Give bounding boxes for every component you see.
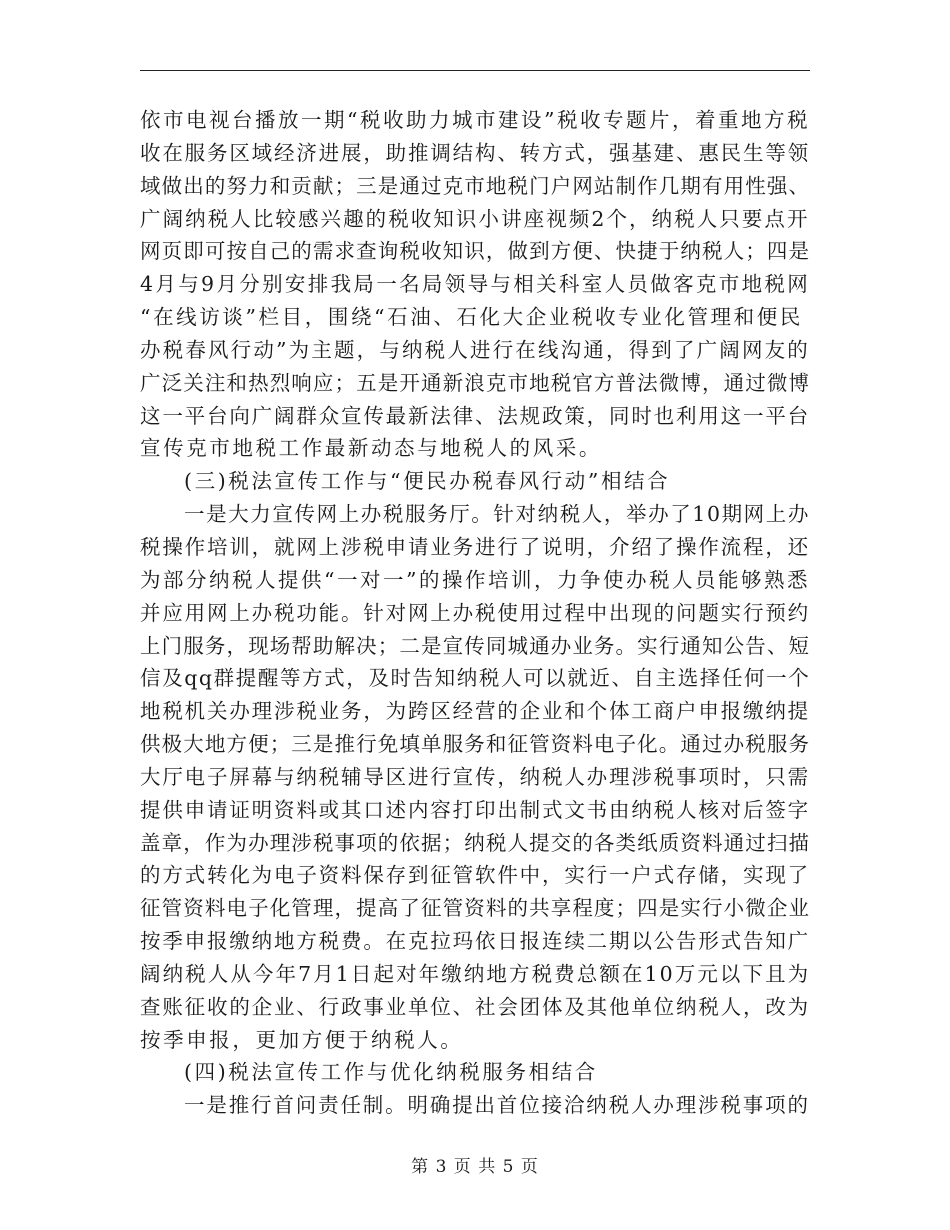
text-line: 大厅电子屏幕与纳税辅导区进行宣传，纳税人办理涉税事项时，只需 <box>140 764 810 789</box>
text-line: 征管资料电子化管理，提高了征管资料的共享程度；四是实行小微企业 <box>140 896 811 921</box>
text-line: 供极大地方便；三是推行免填单服务和征管资料电子化。通过办税服务 <box>140 732 811 757</box>
text-line: 广泛关注和热烈响应；五是开通新浪克市地税官方普法微博，通过微博 <box>140 370 811 395</box>
text-line: 阔纳税人从今年7月1日起对年缴纳地方税费总额在10万元以下且为 <box>140 961 811 986</box>
text-line: 收在服务区域经济进展，助推调结构、转方式，强基建、惠民生等领 <box>140 140 810 165</box>
text-line: 的方式转化为电子资料保存到征管软件中，实行一户式存储，实现了 <box>140 863 810 888</box>
text-line: 查账征收的企业、行政事业单位、社会团体及其他单位纳税人，改为 <box>140 994 810 1019</box>
text-line: 提供申请证明资料或其口述内容打印出制式文书由纳税人核对后签字 <box>140 797 810 822</box>
page-number-footer: 第 3 页 共 5 页 <box>411 1157 539 1177</box>
section-heading: (三)税法宣传工作与“便民办税春风行动”相结合 <box>184 469 671 494</box>
text-line: 并应用网上办税功能。针对网上办税使用过程中出现的问题实行预约 <box>140 600 810 625</box>
text-line: 网页即可按自己的需求查询税收知识，做到方便、快捷于纳税人；四是 <box>140 239 811 264</box>
header-rule <box>140 70 810 71</box>
text-line: 地税机关办理涉税业务，为跨区经营的企业和个体工商户申报缴纳提 <box>140 699 810 724</box>
text-line: 这一平台向广阔群众宣传最新法律、法规政策，同时也利用这一平台 <box>140 403 810 428</box>
text-line: 按季申报，更加方便于纳税人。 <box>140 1027 464 1052</box>
text-line: 广阔纳税人比较感兴趣的税收知识小讲座视频2个，纳税人只要点开 <box>140 206 810 231</box>
text-line: 上门服务，现场帮助解决；二是宣传同城通办业务。实行通知公告、短 <box>140 633 811 658</box>
text-line: 依市电视台播放一期“税收助力城市建设”税收专题片，着重地方税 <box>140 108 810 132</box>
text-line: 为部分纳税人提供“一对一”的操作培训，力争使办税人员能够熟悉 <box>140 567 810 592</box>
text-line: 税操作培训，就网上涉税申请业务进行了说明，介绍了操作流程，还 <box>140 534 810 559</box>
text-line: “在线访谈”栏目，围绕“石油、石化大企业税收专业化管理和便民 <box>140 305 803 330</box>
document-body <box>140 104 810 1122</box>
paragraph-start: 一是推行首问责任制。明确提出首位接洽纳税人办理涉税事项的 <box>184 1093 810 1118</box>
paragraph-start: 一是大力宣传网上办税服务厅。针对纳税人，举办了10期网上办 <box>184 502 810 527</box>
text-line: 信及qq群提醒等方式，及时告知纳税人可以就近、自主选择任何一个 <box>140 666 811 691</box>
text-line: 按季申报缴纳地方税费。在克拉玛依日报连续二期以公告形式告知广 <box>140 929 810 954</box>
section-heading: (四)税法宣传工作与优化纳税服务相结合 <box>184 1060 598 1085</box>
text-line: 宣传克市地税工作最新动态与地税人的风采。 <box>140 436 602 461</box>
text-line: 域做出的努力和贡献；三是通过克市地税门户网站制作几期有用性强、 <box>140 173 811 198</box>
text-line: 盖章，作为办理涉税事项的依据；纳税人提交的各类纸质资料通过扫描 <box>140 830 811 855</box>
text-line: 办税春风行动”为主题，与纳税人进行在线沟通，得到了广阔网友的 <box>140 337 810 362</box>
text-line: 4月与9月分别安排我局一名局领导与相关科室人员做客克市地税网 <box>140 272 811 297</box>
